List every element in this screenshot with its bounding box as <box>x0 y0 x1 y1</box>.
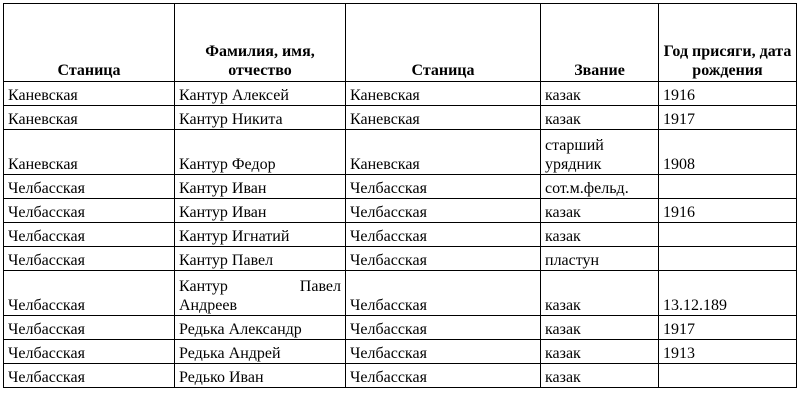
header-oath-year: Год присяги, дата рождения <box>659 4 797 82</box>
rank-line-1: старший <box>545 137 604 154</box>
cell-year <box>659 364 797 388</box>
cell-year <box>659 175 797 199</box>
name-word-surname: Кантур <box>179 278 228 295</box>
name-line-2: Андреев <box>179 297 238 314</box>
header-stanitsa: Станица <box>4 4 175 82</box>
cell-year: 1916 <box>659 199 797 223</box>
cell-stanitsa-2: Челбасская <box>346 223 541 247</box>
cell-stanitsa-2: Челбасская <box>346 247 541 271</box>
cell-stanitsa-2: Каневская <box>346 106 541 130</box>
header-rank: Звание <box>541 4 659 82</box>
cell-stanitsa: Челбасская <box>4 271 175 316</box>
cell-stanitsa-2: Каневская <box>346 82 541 106</box>
table-row <box>4 340 797 364</box>
table-row <box>4 247 797 271</box>
roster-table <box>3 3 797 388</box>
cell-year <box>659 223 797 247</box>
cell-stanitsa-2: Челбасская <box>346 316 541 340</box>
cell-stanitsa: Челбасская <box>4 340 175 364</box>
cell-rank <box>541 130 659 175</box>
table-row <box>4 364 797 388</box>
cell-rank: казак <box>541 316 659 340</box>
cell-stanitsa: Челбасская <box>4 223 175 247</box>
table-row <box>4 106 797 130</box>
cell-stanitsa-2: Челбасская <box>346 340 541 364</box>
cell-name: Кантур Павел <box>175 247 346 271</box>
cell-rank: казак <box>541 82 659 106</box>
table-row <box>4 175 797 199</box>
cell-year: 1917 <box>659 316 797 340</box>
cell-stanitsa: Каневская <box>4 130 175 175</box>
cell-name: Кантур Федор <box>175 130 346 175</box>
cell-year <box>659 247 797 271</box>
cell-rank: казак <box>541 340 659 364</box>
cell-stanitsa-2: Челбасская <box>346 199 541 223</box>
header-row <box>4 4 797 82</box>
cell-name: Редька Андрей <box>175 340 346 364</box>
cell-name: Редька Александр <box>175 316 346 340</box>
table-row <box>4 199 797 223</box>
table-row <box>4 271 797 316</box>
table-row <box>4 223 797 247</box>
cell-year: 1916 <box>659 82 797 106</box>
cell-stanitsa: Каневская <box>4 106 175 130</box>
header-stanitsa-2: Станица <box>346 4 541 82</box>
name-line-1 <box>179 277 341 296</box>
cell-name: Кантур Иван <box>175 199 346 223</box>
cell-stanitsa: Челбасская <box>4 175 175 199</box>
cell-stanitsa-2: Каневская <box>346 130 541 175</box>
cell-stanitsa: Челбасская <box>4 247 175 271</box>
cell-stanitsa: Челбасская <box>4 316 175 340</box>
table-row <box>4 316 797 340</box>
cell-name: Кантур Игнатий <box>175 223 346 247</box>
cell-rank: казак <box>541 364 659 388</box>
cell-name: Редько Иван <box>175 364 346 388</box>
cell-rank: сот.м.фельд. <box>541 175 659 199</box>
cell-stanitsa: Каневская <box>4 82 175 106</box>
header-full-name: Фамилия, имя, отчество <box>175 4 346 82</box>
cell-name: Кантур Алексей <box>175 82 346 106</box>
cell-stanitsa-2: Челбасская <box>346 364 541 388</box>
cell-stanitsa-2: Челбасская <box>346 175 541 199</box>
cell-rank: казак <box>541 271 659 316</box>
cell-name: Кантур Никита <box>175 106 346 130</box>
rank-line-2: урядник <box>545 156 602 173</box>
cell-rank: пластун <box>541 247 659 271</box>
cell-year: 1908 <box>659 130 797 175</box>
cell-year: 1917 <box>659 106 797 130</box>
table-row <box>4 130 797 175</box>
cell-year: 1913 <box>659 340 797 364</box>
cell-rank: казак <box>541 199 659 223</box>
cell-name <box>175 271 346 316</box>
cell-rank: казак <box>541 223 659 247</box>
cell-stanitsa: Челбасская <box>4 364 175 388</box>
cell-stanitsa: Челбасская <box>4 199 175 223</box>
cell-year: 13.12.189 <box>659 271 797 316</box>
name-word-given: Павел <box>299 278 341 295</box>
table-row <box>4 82 797 106</box>
cell-rank: казак <box>541 106 659 130</box>
cell-name: Кантур Иван <box>175 175 346 199</box>
cell-stanitsa-2: Челбасская <box>346 271 541 316</box>
